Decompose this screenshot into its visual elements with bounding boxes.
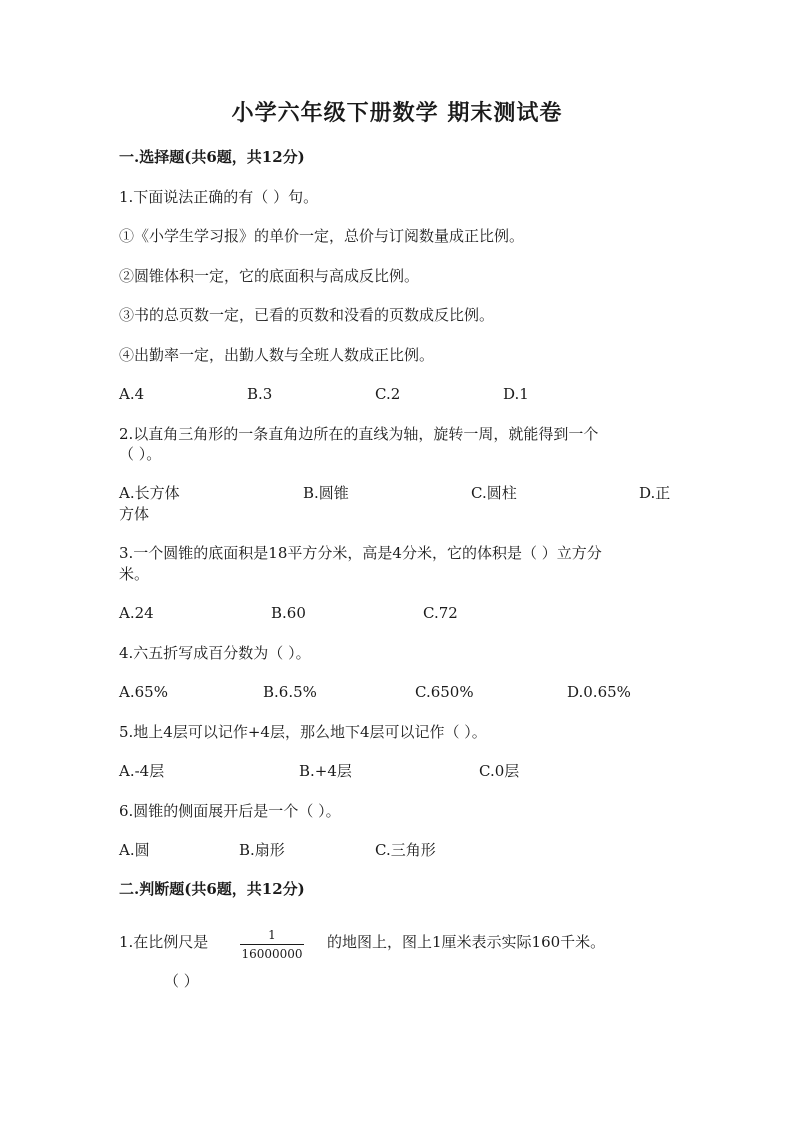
question-1-statement-2: ②圆锥体积一定，它的底面积与高成反比例。 bbox=[119, 267, 420, 285]
question-1-statement-4: ④出勤率一定，出勤人数与全班人数成正比例。 bbox=[119, 346, 435, 364]
question-3-option-b: B.60 bbox=[271, 604, 306, 622]
question-5-option-b: B.+4层 bbox=[299, 762, 352, 780]
question-4-option-c: C.650% bbox=[415, 683, 474, 701]
question-6-stem: 6.圆锥的侧面展开后是一个（ ）。 bbox=[119, 802, 341, 820]
fraction-bar bbox=[240, 944, 304, 945]
question-2-stem-line-2: （ ）。 bbox=[119, 445, 162, 463]
question-6-option-c: C.三角形 bbox=[375, 841, 436, 859]
question-2-option-a: A.长方体 bbox=[119, 484, 180, 502]
question-1-statement-1: ①《小学生学习报》的单价一定，总价与订阅数量成正比例。 bbox=[119, 227, 525, 245]
question-6-option-a: A.圆 bbox=[119, 841, 150, 859]
question-3-option-c: C.72 bbox=[423, 604, 458, 622]
question-2-option-d-wrap: 方体 bbox=[119, 505, 150, 523]
question-1-option-c: C.2 bbox=[375, 385, 401, 403]
question-4-option-a: A.65% bbox=[119, 683, 168, 701]
question-4-option-d: D.0.65% bbox=[567, 683, 631, 701]
question-5-stem: 5.地上4层可以记作+4层，那么地下4层可以记作（ ）。 bbox=[119, 723, 487, 741]
question-2-option-b: B.圆锥 bbox=[303, 484, 349, 502]
question-6-option-b: B.扇形 bbox=[239, 841, 285, 859]
question-1-stem: 1.下面说法正确的有（ ）句。 bbox=[119, 188, 319, 206]
question-1-option-a: A.4 bbox=[119, 385, 145, 403]
question-1-statement-3: ③书的总页数一定，已看的页数和没看的页数成反比例。 bbox=[119, 306, 495, 324]
question-2-option-c: C.圆柱 bbox=[471, 484, 517, 502]
scale-fraction-numerator: 1 bbox=[268, 928, 276, 942]
question-4-option-b: B.6.5% bbox=[263, 683, 317, 701]
scale-fraction-denominator: 16000000 bbox=[241, 947, 303, 961]
question-1-option-d: D.1 bbox=[503, 385, 529, 403]
section-heading-choice: 一.选择题(共6题，共12分) bbox=[119, 148, 305, 166]
page-title: 小学六年级下册数学 期末测试卷 bbox=[231, 100, 563, 126]
question-2-stem-line-1: 2.以直角三角形的一条直角边所在的直线为轴，旋转一周，就能得到一个 bbox=[119, 425, 599, 443]
question-3-option-a: A.24 bbox=[119, 604, 154, 622]
question-5-option-a: A.-4层 bbox=[119, 762, 165, 780]
question-2-option-d: D.正 bbox=[639, 484, 671, 502]
scale-fraction bbox=[240, 928, 304, 961]
question-3-stem-line-2: 米。 bbox=[119, 565, 150, 583]
judgement-1-prefix: 1.在比例尺是 bbox=[119, 933, 209, 951]
question-4-stem: 4.六五折写成百分数为（ ）。 bbox=[119, 644, 311, 662]
judgement-1-suffix: 的地图上，图上1厘米表示实际160千米。 bbox=[327, 933, 606, 951]
question-1-option-b: B.3 bbox=[247, 385, 273, 403]
section-heading-judgement: 二.判断题(共6题，共12分) bbox=[119, 880, 305, 898]
question-5-option-c: C.0层 bbox=[479, 762, 520, 780]
judgement-1-answer-blank: （ ） bbox=[164, 972, 199, 990]
question-3-stem-line-1: 3.一个圆锥的底面积是18平方分米，高是4分米，它的体积是（ ）立方分 bbox=[119, 544, 602, 562]
